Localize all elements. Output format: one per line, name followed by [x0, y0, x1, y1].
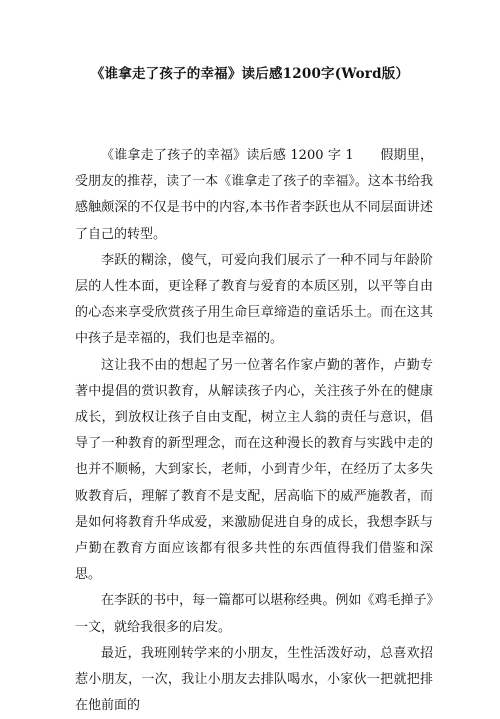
paragraph-2: 李跃的糊涂，傻气，可爱向我们展示了一种不同与年龄阶层的人性本面，更诠释了教育与爱育的本质区别，以平等自由的心态来享受欣赏孩子用生命巨章缔造的童话乐土。而在这其中孩子是幸福的，我们也是幸福的。 [75, 252, 433, 347]
document-body [75, 143, 433, 719]
paragraph-1: 《谁拿走了孩子的幸福》读后感 1200 字 1 假期里，受朋友的推荐，读了一本《谁拿走了孩子的幸福》。这本书给我感触颇深的不仅是书中的内容,本书作者李跃也从不同层面讲述了自己的转型。 [75, 148, 433, 242]
paragraph-5: 最近，我班刚转学来的小朋友，生性活泼好动，总喜欢招惹小朋友，一次，我让小朋友去排队喝水，小家伙一把就把排在他前面的 [75, 645, 433, 714]
paragraph-3: 这让我不由的想起了另一位著名作家卢勤的著作，卢勤专著中提倡的赏识教育，从解读孩子内心，关注孩子外在的健康成长，到放权让孩子自由支配，树立主人翁的责任与意识，倡导了一种教育的新型理念，而在这种漫长的教育与实践中走的也并不顺畅，大到家长，老师，小到青少年，在经历了太多失败教育后，理解了教育不是支配，居高临下的威严施教者，而是如何将教育升华成爱，来激励促进自身的成长，我想李跃与卢勤在教育方面应该都有很多共性的东西值得我们借鉴和深思。 [75, 357, 433, 583]
document-title: 《谁拿走了孩子的幸福》读后感1200字(Word版） [90, 66, 410, 82]
paragraph-4: 在李跃的书中，每一篇都可以堪称经典。例如《鸡毛掸子》一文，就给我很多的启发。 [75, 593, 433, 635]
